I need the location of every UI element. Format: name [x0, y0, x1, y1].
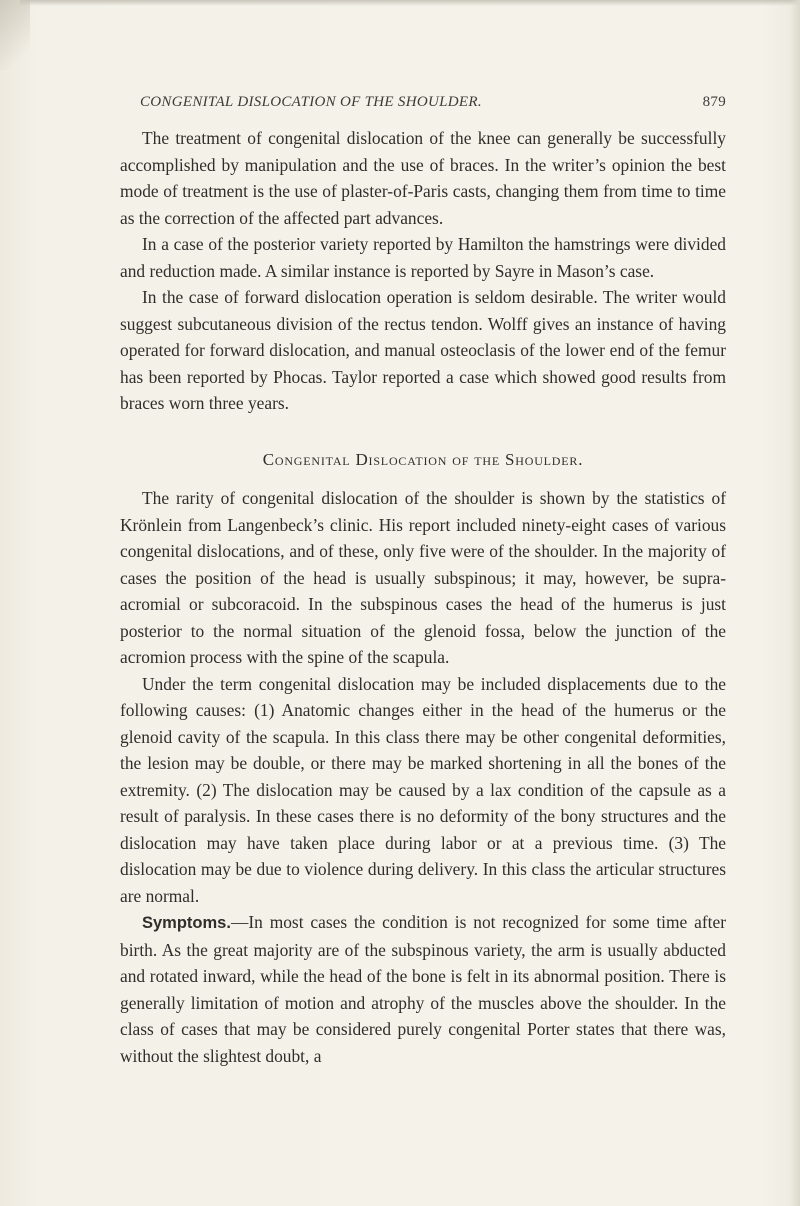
- symptoms-label: Symptoms.: [142, 914, 231, 932]
- body-text: [120, 125, 726, 1069]
- paragraph: The rarity of congenital dislocation of the shoulder is shown by the statistics of Krönlein from Langenbeck’s clinic. His report included ninety-eight cases of various congenital dislocations, and of these, only five were of the shoulder. In the majority of cases the position of the head is usually subspinous; it may, however, be supra-acromial or subcoracoid. In the subspinous cases the head of the humerus is just posterior to the normal situation of the glenoid fossa, below the junction of the acromion process with the spine of the scapula.: [120, 488, 726, 667]
- page-right-edge: [790, 0, 800, 1206]
- running-title: CONGENITAL DISLOCATION OF THE SHOULDER.: [140, 94, 482, 110]
- page-corner-shadow: [0, 0, 30, 70]
- page-number: 879: [702, 94, 726, 110]
- paragraph: Under the term congenital dislocation may be included displacements due to the following causes: (1) Anatomic changes either in the head of the humerus or the glenoid cavity of the scapula. In this class there may be other congenital deformities, the lesion may be double, or there may be marked shortening in all the bones of the extremity. (2) The dislocation may be caused by a lax condition of the capsule as a result of paralysis. In these cases there is no deformity of the bony structures and the dislocation may have taken place during labor or at a previous time. (3) The dislocation may be due to violence during delivery. In this class the articular structures are normal.: [120, 673, 726, 906]
- paragraph: In the case of forward dislocation operation is seldom desirable. The writer would suggest subcutaneous division of the rectus tendon. Wolff gives an instance of having operated for forward dislocation, and manual osteoclasis of the lower end of the femur has been reported by Phocas. Taylor reported a case which showed good results from braces worn three years.: [120, 287, 726, 413]
- paragraph: The treatment of congenital dislocation of the knee can generally be successfully accomplished by manipulation and the use of braces. In the writer’s opinion the best mode of treatment is the use of plaster-of-Paris casts, changing them from time to time as the correction of the affected part advances.: [120, 128, 726, 228]
- paragraph: In a case of the posterior variety reported by Hamilton the hamstrings were divided and reduction made. A similar instance is reported by Sayre in Mason’s case.: [120, 234, 726, 281]
- page-top-edge: [20, 0, 800, 6]
- section-heading: Congenital Dislocation of the Shoulder.: [262, 449, 584, 469]
- symptoms-text: —In most cases the condition is not recognized for some time after birth. As the great majority are of the subspinous variety, the arm is usually abducted and rotated inward, while the head of the bone is felt in its abnormal position. There is generally limitation of motion and atrophy of the muscles above the shoulder. In the class of cases that may be considered purely congenital Porter states that there was, without the slightest doubt, a: [120, 912, 726, 1066]
- symptoms-paragraph: [120, 909, 726, 1069]
